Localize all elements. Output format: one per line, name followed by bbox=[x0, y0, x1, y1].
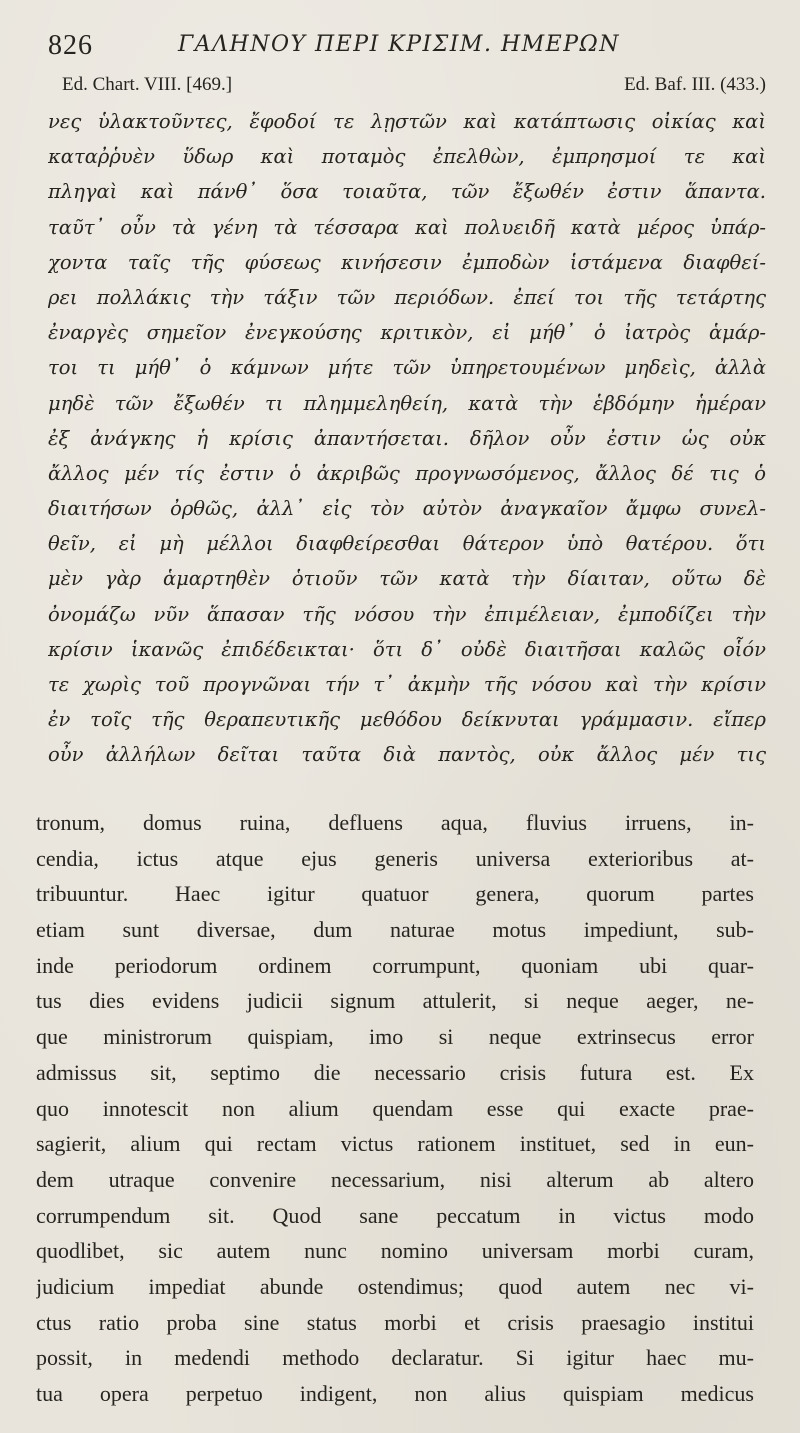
greek-text-line: διαιτήσων ὀρθῶς, ἀλλ᾽ εἰς τὸν αὐτὸν ἀναγκαῖον ἄμφω συνελ- bbox=[48, 497, 766, 521]
greek-text-line: νες ὑλακτοῦντες, ἔφοδοί τε λῃστῶν καὶ κατάπτωσις οἰκίας καὶ bbox=[48, 110, 766, 133]
latin-text-line: judicium impediat abunde ostendimus; quod autem nec vi- bbox=[36, 1273, 754, 1299]
latin-text-line: inde periodorum ordinem corrumpunt, quoniam ubi quar- bbox=[36, 952, 754, 978]
greek-text-line: ὀνομάζω νῦν ἅπασαν τῆς νόσου τὴν ἐπιμέλειαν, ἐμποδίζει τὴν bbox=[48, 602, 766, 626]
edition-chartier-reference: Ed. Chart. VIII. [469.] bbox=[62, 74, 233, 95]
edition-reference-line bbox=[62, 74, 766, 100]
latin-text-block bbox=[36, 805, 754, 1412]
latin-text-line: possit, in medendi methodo declaratur. Si igitur haec mu- bbox=[36, 1345, 754, 1371]
greek-text-line: ἐναργὲς σημεῖον ἐνεγκούσης κριτικὸν, εἰ μήθ᾽ ὁ ἰατρὸς ἁμάρ- bbox=[48, 321, 766, 345]
latin-text-line: corrumpendum sit. Quod sane peccatum in victus modo bbox=[36, 1202, 754, 1228]
greek-text-line: θεῖν, εἰ μὴ μέλλοι διαφθείρεσθαι θάτερον ὑπὸ θατέρου. ὅτι bbox=[48, 532, 766, 556]
greek-text-line: καταῤῥυὲν ὕδωρ καὶ ποταμὸς ἐπελθὼν, ἐμπρησμοί τε καὶ bbox=[48, 145, 766, 169]
greek-text-line: κρίσιν ἱκανῶς ἐπιδέδεικται· ὅτι δ᾽ οὐδὲ διαιτῆσαι καλῶς οἷόν bbox=[48, 637, 766, 661]
latin-text-line: etiam sunt diversae, dum naturae motus impediunt, sub- bbox=[36, 917, 754, 943]
greek-text-line: ἄλλος μέν τίς ἐστιν ὁ ἀκριβῶς προγνωσόμενος, ἄλλος δέ τις ὁ bbox=[48, 461, 766, 485]
greek-text-line: τε χωρὶς τοῦ προγνῶναι τήν τ᾽ ἀκμὴν τῆς νόσου καὶ τὴν κρίσιν bbox=[48, 673, 766, 696]
greek-text-line: ταῦτ᾽ οὖν τὰ γένη τὰ τέσσαρα καὶ πολυειδῆ κατὰ μέρος ὑπάρ- bbox=[48, 215, 766, 239]
latin-text-line: quodlibet, sic autem nunc nomino universam morbi curam, bbox=[36, 1238, 754, 1264]
latin-text-line: dem utraque convenire necessarium, nisi alterum ab altero bbox=[36, 1166, 754, 1192]
greek-text-line: πληγαὶ καὶ πάνθ᾽ ὅσα τοιαῦτα, τῶν ἔξωθέν ἐστιν ἅπαντα. bbox=[48, 180, 766, 204]
latin-text-line: sagierit, alium qui rectam victus rationem instituet, sed in eun- bbox=[36, 1131, 754, 1157]
greek-text-line: τοι τι μήθ᾽ ὁ κάμνων μήτε τῶν ὑπηρετουμένων μηδεὶς, ἀλλὰ bbox=[48, 356, 766, 380]
page-header bbox=[48, 26, 760, 66]
running-title: ΓΑΛΗΝΟΥ ΠΕΡΙ ΚΡΙΣΙΜ. ΗΜΕΡΩΝ bbox=[178, 32, 621, 57]
latin-text-line: tus dies evidens judicii signum attulerit, si neque aeger, ne- bbox=[36, 988, 754, 1014]
latin-text-line: quo innotescit non alium quendam esse qui exacte prae- bbox=[36, 1095, 754, 1121]
latin-text-line: tribuuntur. Haec igitur quatuor genera, quorum partes bbox=[36, 881, 754, 907]
greek-text-line: ρει πολλάκις τὴν τάξιν τῶν περιόδων. ἐπεί τοι τῆς τετάρτης bbox=[48, 285, 766, 309]
latin-text-line: tua opera perpetuo indigent, non alius quispiam medicus bbox=[36, 1381, 754, 1406]
greek-text-line: χοντα ταῖς τῆς φύσεως κινήσεσιν ἐμποδὼν ἱστάμενα διαφθεί- bbox=[48, 250, 766, 274]
page-number: 826 bbox=[48, 30, 93, 61]
greek-text-line: ἐν τοῖς τῆς θεραπευτικῆς μεθόδου δείκνυται γράμμασιν. εἴπερ bbox=[48, 708, 766, 732]
latin-text-line: que ministrorum quispiam, imo si neque extrinsecus error bbox=[36, 1024, 754, 1050]
greek-text-line: οὖν ἀλλήλων δεῖται ταῦτα διὰ παντὸς, οὐκ ἄλλος μέν τις bbox=[48, 743, 766, 767]
latin-text-line: admissus sit, septimo die necessario crisis futura est. Ex bbox=[36, 1059, 754, 1085]
latin-text-line: cendia, ictus atque ejus generis universa exterioribus at- bbox=[36, 845, 754, 871]
greek-text-block bbox=[48, 104, 766, 773]
greek-text-line: μὲν γὰρ ἁμαρτηθὲν ὁτιοῦν τῶν κατὰ τὴν δίαιταν, οὕτω δὲ bbox=[48, 567, 766, 591]
latin-text-line: tronum, domus ruina, defluens aqua, fluvius irruens, in- bbox=[36, 810, 754, 835]
edition-basel-reference: Ed. Baf. III. (433.) bbox=[624, 74, 766, 95]
latin-text-line: ctus ratio proba sine status morbi et crisis praesagio institui bbox=[36, 1309, 754, 1335]
greek-text-line: μηδὲ τῶν ἔξωθέν τι πλημμεληθείη, κατὰ τὴν ἑβδόμην ἡμέραν bbox=[48, 391, 766, 415]
greek-text-line: ἐξ ἀνάγκης ἡ κρίσις ἀπαντήσεται. δῆλον οὖν ἐστιν ὡς οὐκ bbox=[48, 426, 766, 450]
